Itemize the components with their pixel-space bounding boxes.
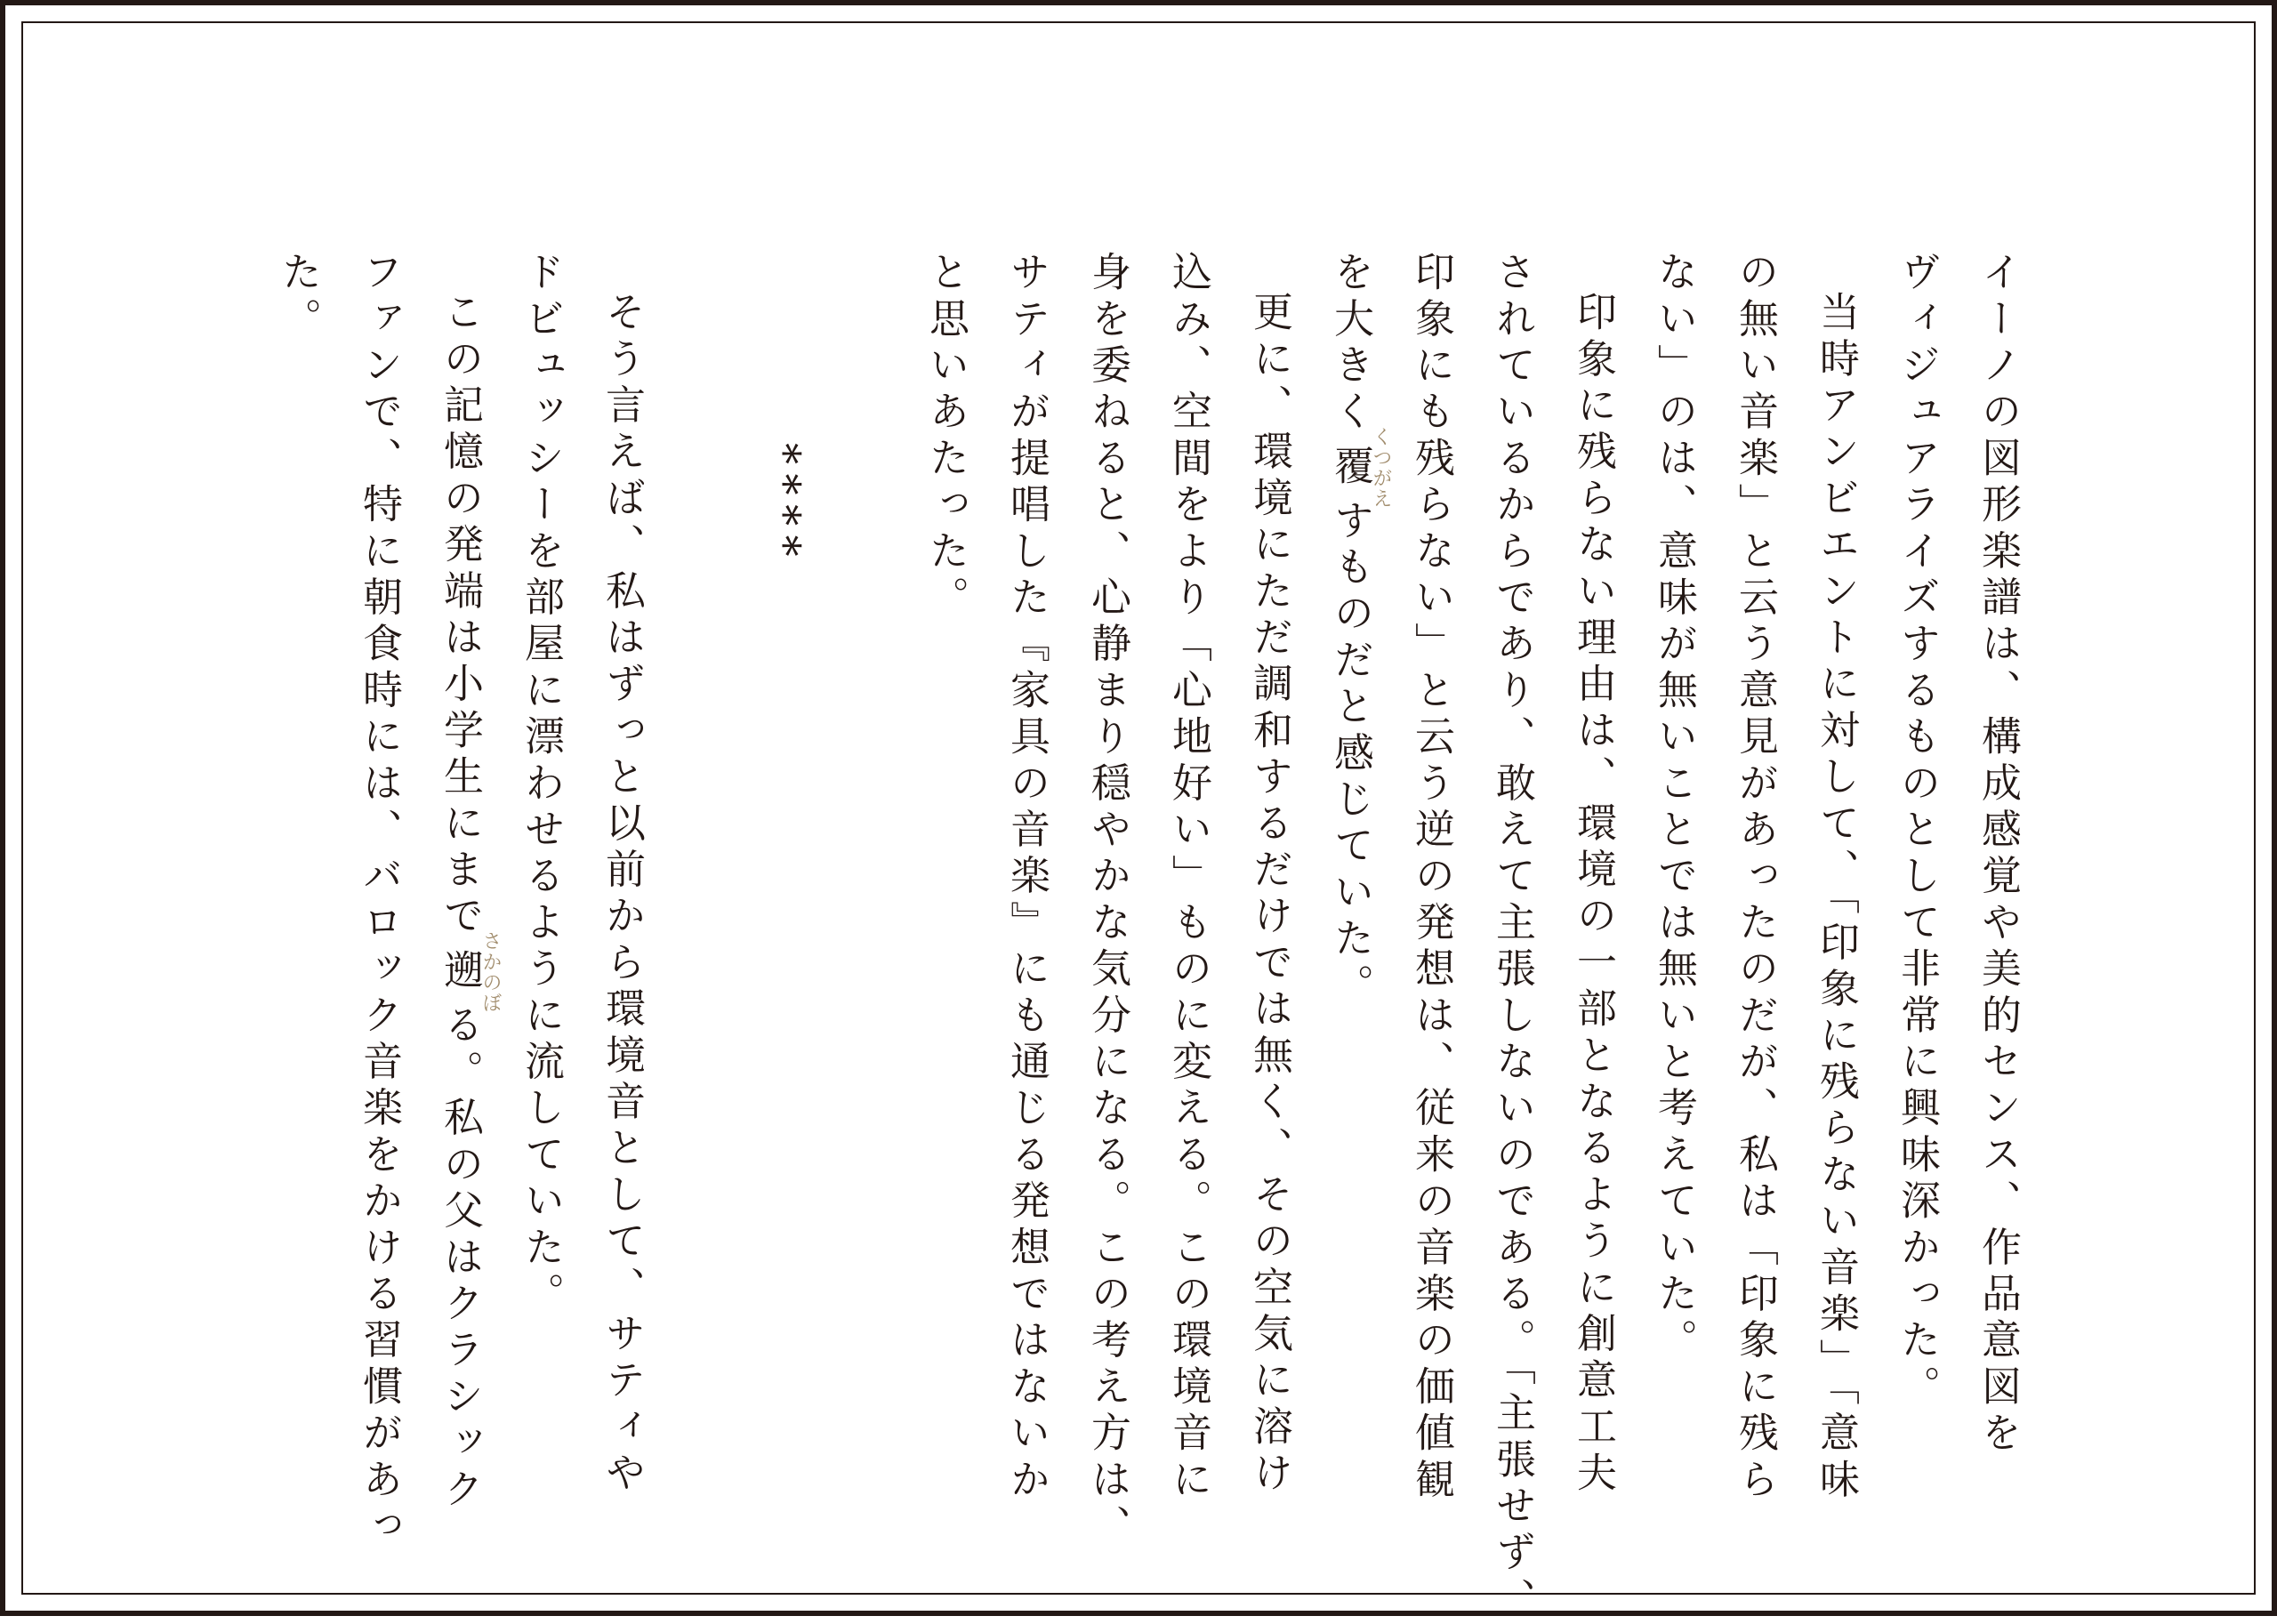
text-line: の無い音楽」と云う意見があったのだが、私は「印象に残ら <box>1732 251 1779 1505</box>
text-line: 身を委ねると、心静まり穏やかな気分になる。この考え方は、 <box>1084 251 1131 1551</box>
text-line: イーノの図形楽譜は、構成感覚や美的センス、作品意図を <box>1975 251 2022 1459</box>
text-line: 込み、空間をより「心地好い」ものに変える。この環境音に <box>1165 251 1212 1505</box>
text-fragment: すものだと感じていた。 <box>1327 499 1374 1010</box>
text-line: ドビュッシーを部屋に漂わせるように流していた。 <box>518 251 565 1319</box>
text-line: と思いあたった。 <box>922 251 970 623</box>
ruby-reading: くつがえ <box>1370 426 1392 510</box>
ruby-annotation <box>437 930 502 1014</box>
blank-line <box>825 251 905 1407</box>
text-line: ヴィジュアライズするものとして非常に興味深かった。 <box>1894 251 1941 1411</box>
text-fragment: を大きく <box>1327 251 1374 437</box>
text-line: 印象にも残らない」と云う逆の発想は、従来の音楽の価値観 <box>1408 251 1455 1505</box>
text-line: そう言えば、私はずっと以前から環境音として、サティや <box>599 291 646 1499</box>
ruby-base: 覆 <box>1327 426 1374 510</box>
ruby-base: 遡 <box>437 930 484 1014</box>
text-line: 更に、環境にただ調和するだけでは無く、その空気に溶け <box>1246 291 1293 1499</box>
text-line-with-ruby <box>1310 251 1391 1407</box>
text-line: 当時アンビエントに対して、「印象に残らない音楽」「意味 <box>1813 291 1860 1505</box>
section-break: **** <box>760 443 809 567</box>
ruby-annotation <box>1327 426 1392 510</box>
text-line: ファンで、特に朝食時には、バロック音楽をかける習慣があっ <box>356 251 403 1551</box>
text-line: されているからであり、敢えて主張しないのである。「主張せず、 <box>1489 251 1536 1624</box>
text-fragment: る。私の父はクラシック <box>437 1003 484 1515</box>
text-line: た。 <box>275 251 322 344</box>
text-line: ない」のは、意味が無いことでは無いと考えていた。 <box>1651 251 1698 1365</box>
blank-line <box>663 251 744 1407</box>
vertical-text-body <box>269 251 2039 1624</box>
ruby-reading: さかのぼ <box>479 930 502 1014</box>
text-line: サティが提唱した『家具の音楽』にも通じる発想ではないか <box>1003 251 1050 1505</box>
text-line-with-ruby <box>420 251 502 1515</box>
text-line: 印象に残らない理由は、環境の一部となるように創意工夫 <box>1570 291 1617 1499</box>
text-fragment: この記憶の発端は小学生にまで <box>437 291 484 941</box>
